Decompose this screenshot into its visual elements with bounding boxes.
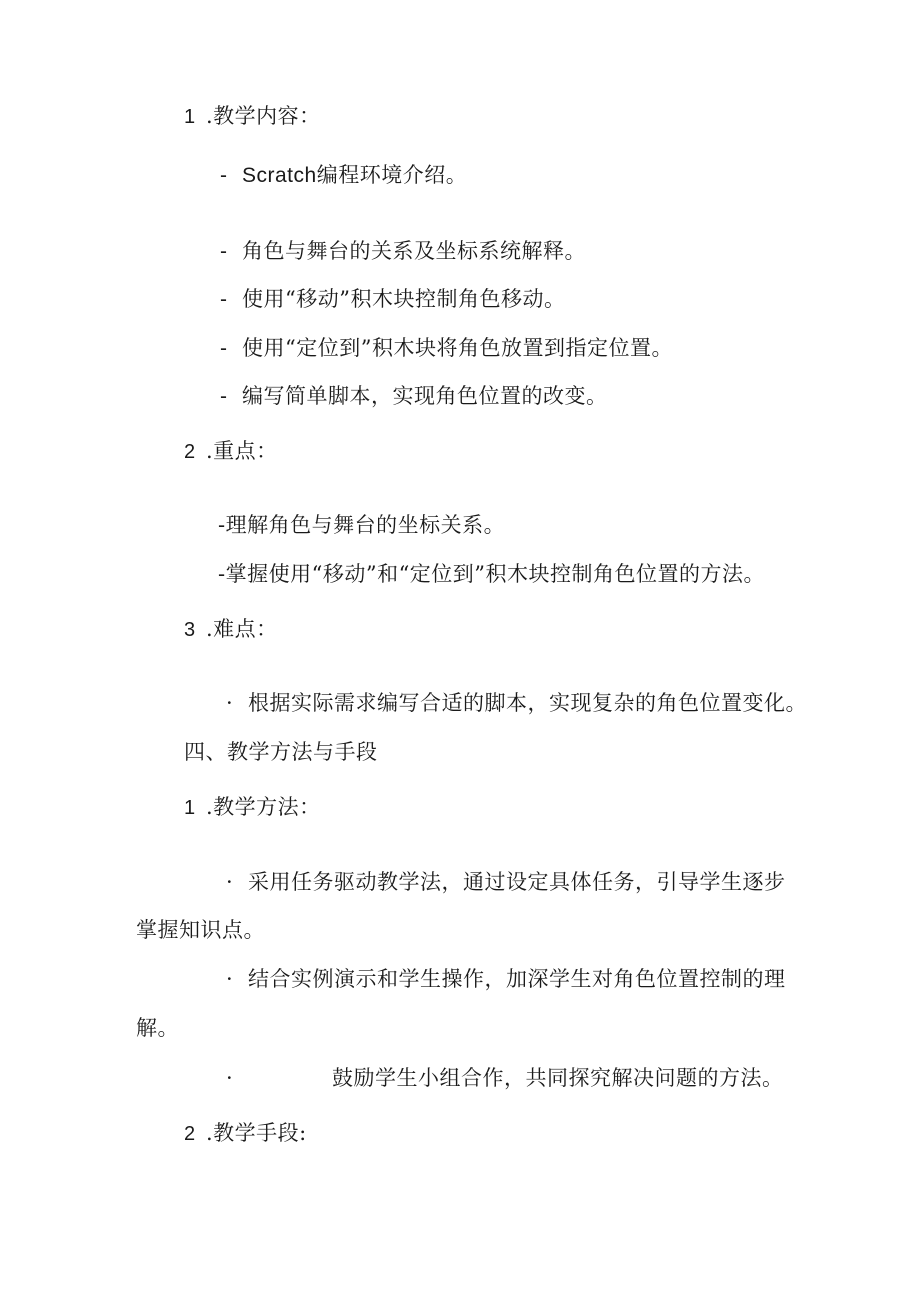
section-heading-teaching-means	[184, 1119, 307, 1148]
heading-text: .难点：	[206, 617, 278, 641]
section-heading-key-points	[184, 437, 278, 466]
list-item-text: 根据实际需求编写合适的脚本，实现复杂的角色位置变化。	[248, 691, 807, 715]
list-item-text: 编程环境介绍。	[316, 163, 468, 187]
list-item	[220, 161, 467, 190]
heading-text: 四、教学方法与手段	[184, 740, 378, 764]
list-item-english: Scratch	[242, 164, 317, 187]
chapter-heading-methods	[184, 738, 378, 766]
item-number: 3	[184, 619, 196, 641]
dash-marker: -	[220, 240, 228, 263]
list-item-text: -理解角色与舞台的坐标关系。	[218, 513, 506, 537]
section-heading-teaching-methods	[184, 793, 321, 822]
item-number: 2	[184, 1123, 196, 1145]
list-item-text: -掌握使用“移动”和“定位到”积木块控制角色位置的方法。	[218, 562, 766, 586]
list-item-text: 鼓励学生小组合作，共同探究解决问题的方法。	[332, 1066, 784, 1090]
dash-marker: -	[220, 288, 228, 311]
list-item-text: 解。	[136, 1016, 179, 1040]
dash-marker: -	[220, 337, 228, 360]
list-item	[220, 237, 586, 266]
dash-marker: -	[220, 385, 228, 408]
heading-text: .教学内容：	[206, 104, 321, 128]
list-item	[220, 334, 673, 363]
section-heading-difficulties	[184, 615, 278, 644]
list-item-text: 角色与舞台的关系及坐标系统解释。	[242, 239, 586, 263]
bullet-marker: ·	[226, 967, 234, 991]
list-item	[220, 285, 565, 314]
bullet-marker: ·	[226, 870, 234, 894]
list-item-text: 编写简单脚本，实现角色位置的改变。	[242, 384, 608, 408]
list-item	[226, 689, 807, 717]
list-item-text: 采用任务驱动教学法，通过设定具体任务，引导学生逐步	[248, 870, 786, 894]
list-item	[226, 965, 786, 993]
item-number: 1	[184, 797, 196, 819]
list-item-continuation	[136, 1014, 179, 1042]
dash-marker: -	[220, 164, 228, 187]
list-item-text: 掌握知识点。	[136, 918, 265, 942]
list-item-text: 使用“定位到”积木块将角色放置到指定位置。	[242, 336, 673, 360]
bullet-marker: ·	[226, 691, 234, 715]
list-item	[218, 560, 765, 588]
item-number: 1	[184, 106, 196, 128]
list-item-continuation	[136, 916, 265, 944]
list-item	[218, 511, 505, 539]
list-item	[226, 868, 786, 896]
list-item-text: 使用“移动”积木块控制角色移动。	[242, 287, 566, 311]
heading-text: .重点：	[206, 439, 278, 463]
heading-text: .教学方法：	[206, 795, 321, 819]
item-number: 2	[184, 441, 196, 463]
section-heading-teaching-content	[184, 102, 321, 131]
list-item	[226, 1064, 784, 1092]
bullet-marker: ·	[226, 1066, 234, 1090]
list-item-text: 结合实例演示和学生操作，加深学生对角色位置控制的理	[248, 967, 786, 991]
heading-text: .教学手段:	[206, 1121, 307, 1145]
list-item	[220, 382, 608, 411]
